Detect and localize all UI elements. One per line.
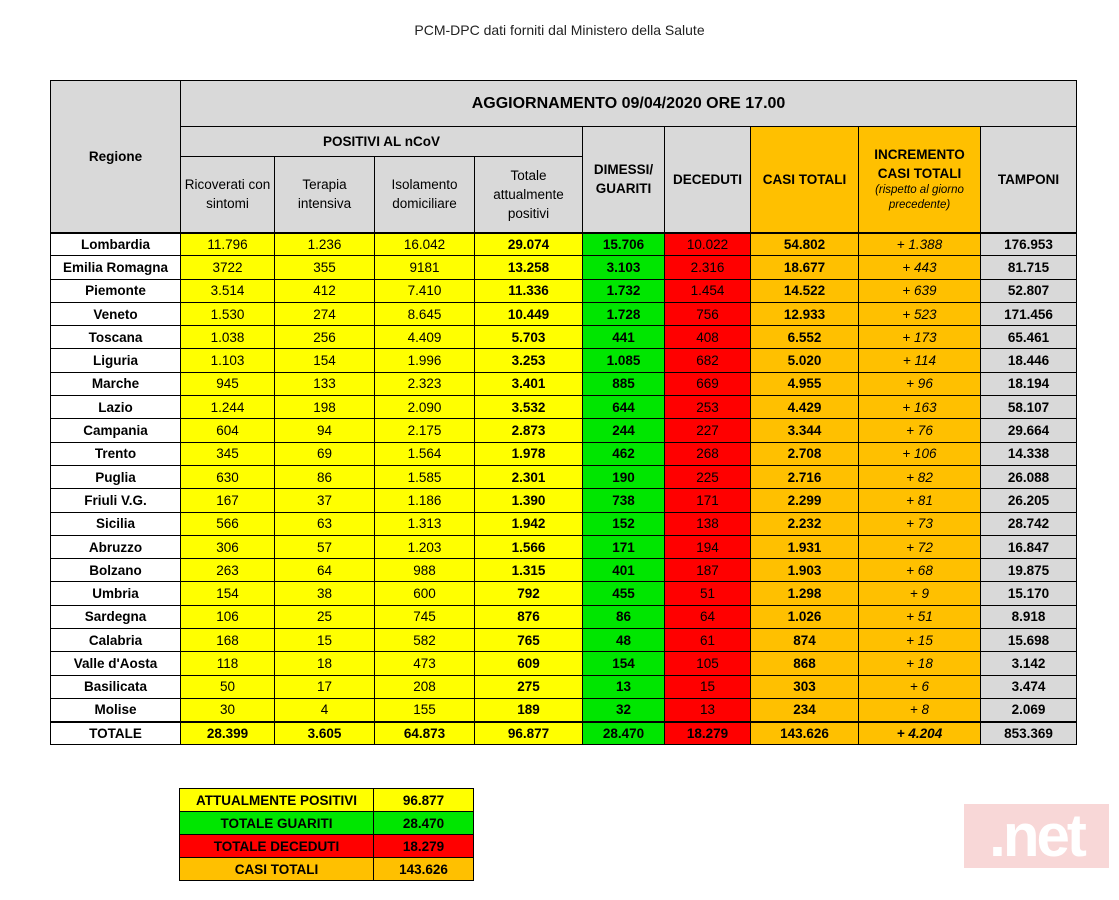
cell-casi-totali: 234 <box>751 698 859 721</box>
cell-casi-totali: 2.232 <box>751 512 859 535</box>
cell-ricoverati: 30 <box>181 698 275 721</box>
total-casi-totali: 143.626 <box>751 722 859 745</box>
cell-terapia: 133 <box>275 372 375 395</box>
cell-deceduti: 64 <box>665 605 751 628</box>
cell-dimessi: 86 <box>583 605 665 628</box>
cell-tamponi: 29.664 <box>981 419 1077 442</box>
cell-tamponi: 18.446 <box>981 349 1077 372</box>
cell-region: Liguria <box>51 349 181 372</box>
cell-casi-totali: 2.708 <box>751 442 859 465</box>
total-dimessi: 28.470 <box>583 722 665 745</box>
cell-totale-positivi: 876 <box>475 605 583 628</box>
cell-terapia: 57 <box>275 535 375 558</box>
cell-incremento: + 639 <box>859 279 981 302</box>
cell-deceduti: 682 <box>665 349 751 372</box>
cell-tamponi: 52.807 <box>981 279 1077 302</box>
cell-region: Emilia Romagna <box>51 256 181 279</box>
cell-ricoverati: 1.103 <box>181 349 275 372</box>
cell-region: Lombardia <box>51 233 181 256</box>
cell-tamponi: 58.107 <box>981 396 1077 419</box>
cell-casi-totali: 3.344 <box>751 419 859 442</box>
cell-deceduti: 227 <box>665 419 751 442</box>
cell-deceduti: 13 <box>665 698 751 721</box>
cell-tamponi: 15.170 <box>981 582 1077 605</box>
cell-dimessi: 244 <box>583 419 665 442</box>
cell-tamponi: 14.338 <box>981 442 1077 465</box>
table-row <box>51 675 1077 698</box>
cell-totale-positivi: 11.336 <box>475 279 583 302</box>
cell-casi-totali: 54.802 <box>751 233 859 256</box>
cell-terapia: 154 <box>275 349 375 372</box>
summary-label: TOTALE DECEDUTI <box>180 835 374 858</box>
cell-tamponi: 8.918 <box>981 605 1077 628</box>
table-row <box>51 535 1077 558</box>
cell-terapia: 86 <box>275 465 375 488</box>
header-isolamento: Isolamento domiciliare <box>375 157 475 233</box>
cell-terapia: 64 <box>275 559 375 582</box>
cell-totale-positivi: 275 <box>475 675 583 698</box>
cell-ricoverati: 1.244 <box>181 396 275 419</box>
cell-region: Veneto <box>51 302 181 325</box>
cell-ricoverati: 154 <box>181 582 275 605</box>
cell-region: Lazio <box>51 396 181 419</box>
cell-ricoverati: 168 <box>181 629 275 652</box>
header-tamponi: TAMPONI <box>981 127 1077 233</box>
cell-tamponi: 171.456 <box>981 302 1077 325</box>
cell-casi-totali: 2.299 <box>751 489 859 512</box>
summary-value: 143.626 <box>374 858 474 881</box>
cell-isolamento: 155 <box>375 698 475 721</box>
cell-isolamento: 1.186 <box>375 489 475 512</box>
table-row <box>51 512 1077 535</box>
cell-incremento: + 173 <box>859 326 981 349</box>
cell-totale-positivi: 5.703 <box>475 326 583 349</box>
cell-tamponi: 3.474 <box>981 675 1077 698</box>
summary-row <box>180 835 474 858</box>
cell-terapia: 63 <box>275 512 375 535</box>
cell-totale-positivi: 1.566 <box>475 535 583 558</box>
cell-incremento: + 114 <box>859 349 981 372</box>
cell-dimessi: 885 <box>583 372 665 395</box>
cell-casi-totali: 4.429 <box>751 396 859 419</box>
cell-terapia: 274 <box>275 302 375 325</box>
cell-deceduti: 669 <box>665 372 751 395</box>
header-totale-positivi: Totale attualmente positivi <box>475 157 583 233</box>
cell-dimessi: 1.085 <box>583 349 665 372</box>
cell-region: Trento <box>51 442 181 465</box>
table-row <box>51 698 1077 721</box>
cell-dimessi: 462 <box>583 442 665 465</box>
cell-ricoverati: 1.530 <box>181 302 275 325</box>
summary-label: TOTALE GUARITI <box>180 812 374 835</box>
cell-dimessi: 3.103 <box>583 256 665 279</box>
cell-ricoverati: 630 <box>181 465 275 488</box>
table-row <box>51 489 1077 512</box>
cell-casi-totali: 18.677 <box>751 256 859 279</box>
header-deceduti: DECEDUTI <box>665 127 751 233</box>
cell-incremento: + 76 <box>859 419 981 442</box>
cell-incremento: + 18 <box>859 652 981 675</box>
cell-terapia: 69 <box>275 442 375 465</box>
table-row <box>51 233 1077 256</box>
cell-casi-totali: 1.026 <box>751 605 859 628</box>
table-row <box>51 629 1077 652</box>
cell-incremento: + 68 <box>859 559 981 582</box>
cell-casi-totali: 1.931 <box>751 535 859 558</box>
cell-tamponi: 3.142 <box>981 652 1077 675</box>
table-row <box>51 256 1077 279</box>
covid-table <box>50 80 1077 745</box>
table-row <box>51 302 1077 325</box>
header-regione: Regione <box>51 81 181 233</box>
cell-isolamento: 1.203 <box>375 535 475 558</box>
summary-label: CASI TOTALI <box>180 858 374 881</box>
cell-deceduti: 756 <box>665 302 751 325</box>
cell-ricoverati: 345 <box>181 442 275 465</box>
cell-region: Campania <box>51 419 181 442</box>
cell-incremento: + 8 <box>859 698 981 721</box>
total-ricoverati: 28.399 <box>181 722 275 745</box>
table-row <box>51 279 1077 302</box>
cell-ricoverati: 306 <box>181 535 275 558</box>
cell-tamponi: 176.953 <box>981 233 1077 256</box>
cell-tamponi: 28.742 <box>981 512 1077 535</box>
cell-casi-totali: 303 <box>751 675 859 698</box>
cell-isolamento: 208 <box>375 675 475 698</box>
summary-label: ATTUALMENTE POSITIVI <box>180 789 374 812</box>
cell-isolamento: 9181 <box>375 256 475 279</box>
cell-incremento: + 523 <box>859 302 981 325</box>
total-terapia: 3.605 <box>275 722 375 745</box>
cell-terapia: 37 <box>275 489 375 512</box>
cell-dimessi: 1.732 <box>583 279 665 302</box>
cell-region: Calabria <box>51 629 181 652</box>
cell-incremento: + 106 <box>859 442 981 465</box>
cell-ricoverati: 167 <box>181 489 275 512</box>
cell-deceduti: 138 <box>665 512 751 535</box>
cell-tamponi: 19.875 <box>981 559 1077 582</box>
cell-casi-totali: 14.522 <box>751 279 859 302</box>
summary-value: 96.877 <box>374 789 474 812</box>
cell-dimessi: 644 <box>583 396 665 419</box>
cell-region: Umbria <box>51 582 181 605</box>
cell-deceduti: 187 <box>665 559 751 582</box>
cell-casi-totali: 2.716 <box>751 465 859 488</box>
table-row <box>51 372 1077 395</box>
cell-totale-positivi: 765 <box>475 629 583 652</box>
cell-dimessi: 152 <box>583 512 665 535</box>
cell-dimessi: 455 <box>583 582 665 605</box>
header-incremento-note: (rispetto al giorno precedente) <box>875 184 964 212</box>
cell-isolamento: 2.090 <box>375 396 475 419</box>
cell-tamponi: 26.205 <box>981 489 1077 512</box>
header-positivi: POSITIVI AL nCoV <box>181 127 583 157</box>
total-isolamento: 64.873 <box>375 722 475 745</box>
cell-totale-positivi: 10.449 <box>475 302 583 325</box>
cell-isolamento: 582 <box>375 629 475 652</box>
cell-incremento: + 163 <box>859 396 981 419</box>
cell-dimessi: 15.706 <box>583 233 665 256</box>
cell-incremento: + 81 <box>859 489 981 512</box>
header-incremento-label: INCREMENTO CASI TOTALI <box>874 147 965 182</box>
header-casi-totali: CASI TOTALI <box>751 127 859 233</box>
cell-deceduti: 2.316 <box>665 256 751 279</box>
cell-tamponi: 26.088 <box>981 465 1077 488</box>
cell-isolamento: 16.042 <box>375 233 475 256</box>
cell-tamponi: 15.698 <box>981 629 1077 652</box>
cell-isolamento: 600 <box>375 582 475 605</box>
cell-region: Valle d'Aosta <box>51 652 181 675</box>
cell-totale-positivi: 2.301 <box>475 465 583 488</box>
cell-tamponi: 81.715 <box>981 256 1077 279</box>
cell-deceduti: 105 <box>665 652 751 675</box>
cell-region: Molise <box>51 698 181 721</box>
cell-incremento: + 72 <box>859 535 981 558</box>
cell-terapia: 1.236 <box>275 233 375 256</box>
cell-deceduti: 171 <box>665 489 751 512</box>
cell-region: Marche <box>51 372 181 395</box>
cell-terapia: 15 <box>275 629 375 652</box>
cell-terapia: 25 <box>275 605 375 628</box>
cell-isolamento: 1.564 <box>375 442 475 465</box>
table-row <box>51 652 1077 675</box>
cell-region: Friuli V.G. <box>51 489 181 512</box>
table-row <box>51 349 1077 372</box>
table-row <box>51 396 1077 419</box>
summary-value: 28.470 <box>374 812 474 835</box>
cell-casi-totali: 6.552 <box>751 326 859 349</box>
cell-ricoverati: 3722 <box>181 256 275 279</box>
cell-isolamento: 4.409 <box>375 326 475 349</box>
cell-ricoverati: 1.038 <box>181 326 275 349</box>
cell-region: Abruzzo <box>51 535 181 558</box>
cell-deceduti: 61 <box>665 629 751 652</box>
cell-totale-positivi: 29.074 <box>475 233 583 256</box>
summary-value: 18.279 <box>374 835 474 858</box>
cell-deceduti: 225 <box>665 465 751 488</box>
cell-totale-positivi: 1.315 <box>475 559 583 582</box>
header-incremento <box>859 127 981 233</box>
cell-casi-totali: 1.903 <box>751 559 859 582</box>
page-title: PCM-DPC dati forniti dal Ministero della Salute <box>414 22 705 38</box>
cell-deceduti: 15 <box>665 675 751 698</box>
cell-terapia: 256 <box>275 326 375 349</box>
cell-ricoverati: 50 <box>181 675 275 698</box>
cell-totale-positivi: 1.978 <box>475 442 583 465</box>
total-row <box>51 722 1077 745</box>
cell-ricoverati: 604 <box>181 419 275 442</box>
cell-terapia: 94 <box>275 419 375 442</box>
cell-isolamento: 1.585 <box>375 465 475 488</box>
cell-deceduti: 10.022 <box>665 233 751 256</box>
cell-deceduti: 1.454 <box>665 279 751 302</box>
cell-ricoverati: 945 <box>181 372 275 395</box>
cell-deceduti: 253 <box>665 396 751 419</box>
cell-dimessi: 1.728 <box>583 302 665 325</box>
cell-region: Piemonte <box>51 279 181 302</box>
cell-totale-positivi: 3.253 <box>475 349 583 372</box>
summary-row <box>180 812 474 835</box>
cell-isolamento: 2.175 <box>375 419 475 442</box>
cell-tamponi: 2.069 <box>981 698 1077 721</box>
cell-dimessi: 154 <box>583 652 665 675</box>
cell-isolamento: 988 <box>375 559 475 582</box>
cell-region: Sardegna <box>51 605 181 628</box>
cell-incremento: + 96 <box>859 372 981 395</box>
cell-ricoverati: 106 <box>181 605 275 628</box>
total-region: TOTALE <box>51 722 181 745</box>
cell-terapia: 17 <box>275 675 375 698</box>
cell-ricoverati: 263 <box>181 559 275 582</box>
cell-dimessi: 171 <box>583 535 665 558</box>
cell-incremento: + 15 <box>859 629 981 652</box>
cell-terapia: 38 <box>275 582 375 605</box>
cell-casi-totali: 874 <box>751 629 859 652</box>
cell-totale-positivi: 609 <box>475 652 583 675</box>
cell-deceduti: 268 <box>665 442 751 465</box>
cell-totale-positivi: 13.258 <box>475 256 583 279</box>
cell-region: Toscana <box>51 326 181 349</box>
cell-isolamento: 2.323 <box>375 372 475 395</box>
cell-incremento: + 443 <box>859 256 981 279</box>
cell-dimessi: 190 <box>583 465 665 488</box>
cell-totale-positivi: 2.873 <box>475 419 583 442</box>
header-ricoverati: Ricoverati con sintomi <box>181 157 275 233</box>
table-row <box>51 605 1077 628</box>
table-row <box>51 582 1077 605</box>
header-dimessi: DIMESSI/ GUARITI <box>583 127 665 233</box>
cell-tamponi: 16.847 <box>981 535 1077 558</box>
table-row <box>51 326 1077 349</box>
cell-dimessi: 441 <box>583 326 665 349</box>
cell-terapia: 412 <box>275 279 375 302</box>
summary-row <box>180 858 474 881</box>
cell-isolamento: 745 <box>375 605 475 628</box>
cell-casi-totali: 1.298 <box>751 582 859 605</box>
cell-region: Bolzano <box>51 559 181 582</box>
cell-totale-positivi: 3.532 <box>475 396 583 419</box>
cell-isolamento: 8.645 <box>375 302 475 325</box>
table-row <box>51 442 1077 465</box>
cell-tamponi: 18.194 <box>981 372 1077 395</box>
cell-ricoverati: 11.796 <box>181 233 275 256</box>
cell-incremento: + 73 <box>859 512 981 535</box>
cell-terapia: 18 <box>275 652 375 675</box>
table-row <box>51 465 1077 488</box>
cell-casi-totali: 5.020 <box>751 349 859 372</box>
cell-isolamento: 7.410 <box>375 279 475 302</box>
cell-dimessi: 401 <box>583 559 665 582</box>
cell-dimessi: 48 <box>583 629 665 652</box>
cell-totale-positivi: 792 <box>475 582 583 605</box>
cell-isolamento: 1.996 <box>375 349 475 372</box>
cell-ricoverati: 3.514 <box>181 279 275 302</box>
cell-casi-totali: 868 <box>751 652 859 675</box>
cell-totale-positivi: 3.401 <box>475 372 583 395</box>
table-row <box>51 559 1077 582</box>
table-body <box>51 233 1077 745</box>
watermark-logo: .net <box>964 804 1109 868</box>
cell-region: Sicilia <box>51 512 181 535</box>
cell-terapia: 355 <box>275 256 375 279</box>
cell-dimessi: 13 <box>583 675 665 698</box>
cell-totale-positivi: 1.942 <box>475 512 583 535</box>
cell-dimessi: 738 <box>583 489 665 512</box>
cell-ricoverati: 118 <box>181 652 275 675</box>
total-deceduti: 18.279 <box>665 722 751 745</box>
cell-ricoverati: 566 <box>181 512 275 535</box>
cell-deceduti: 194 <box>665 535 751 558</box>
cell-dimessi: 32 <box>583 698 665 721</box>
header-terapia: Terapia intensiva <box>275 157 375 233</box>
cell-incremento: + 6 <box>859 675 981 698</box>
table-row <box>51 419 1077 442</box>
cell-deceduti: 408 <box>665 326 751 349</box>
cell-totale-positivi: 1.390 <box>475 489 583 512</box>
cell-terapia: 4 <box>275 698 375 721</box>
cell-casi-totali: 4.955 <box>751 372 859 395</box>
cell-tamponi: 65.461 <box>981 326 1077 349</box>
cell-incremento: + 51 <box>859 605 981 628</box>
cell-deceduti: 51 <box>665 582 751 605</box>
cell-incremento: + 1.388 <box>859 233 981 256</box>
cell-region: Basilicata <box>51 675 181 698</box>
total-tamponi: 853.369 <box>981 722 1077 745</box>
summary-body <box>180 789 474 881</box>
cell-casi-totali: 12.933 <box>751 302 859 325</box>
total-incremento: + 4.204 <box>859 722 981 745</box>
cell-terapia: 198 <box>275 396 375 419</box>
summary-row <box>180 789 474 812</box>
total-totale-positivi: 96.877 <box>475 722 583 745</box>
cell-totale-positivi: 189 <box>475 698 583 721</box>
cell-region: Puglia <box>51 465 181 488</box>
cell-isolamento: 1.313 <box>375 512 475 535</box>
cell-isolamento: 473 <box>375 652 475 675</box>
summary-table <box>179 788 474 881</box>
cell-incremento: + 9 <box>859 582 981 605</box>
cell-incremento: + 82 <box>859 465 981 488</box>
header-aggiornamento: AGGIORNAMENTO 09/04/2020 ORE 17.00 <box>181 81 1077 127</box>
